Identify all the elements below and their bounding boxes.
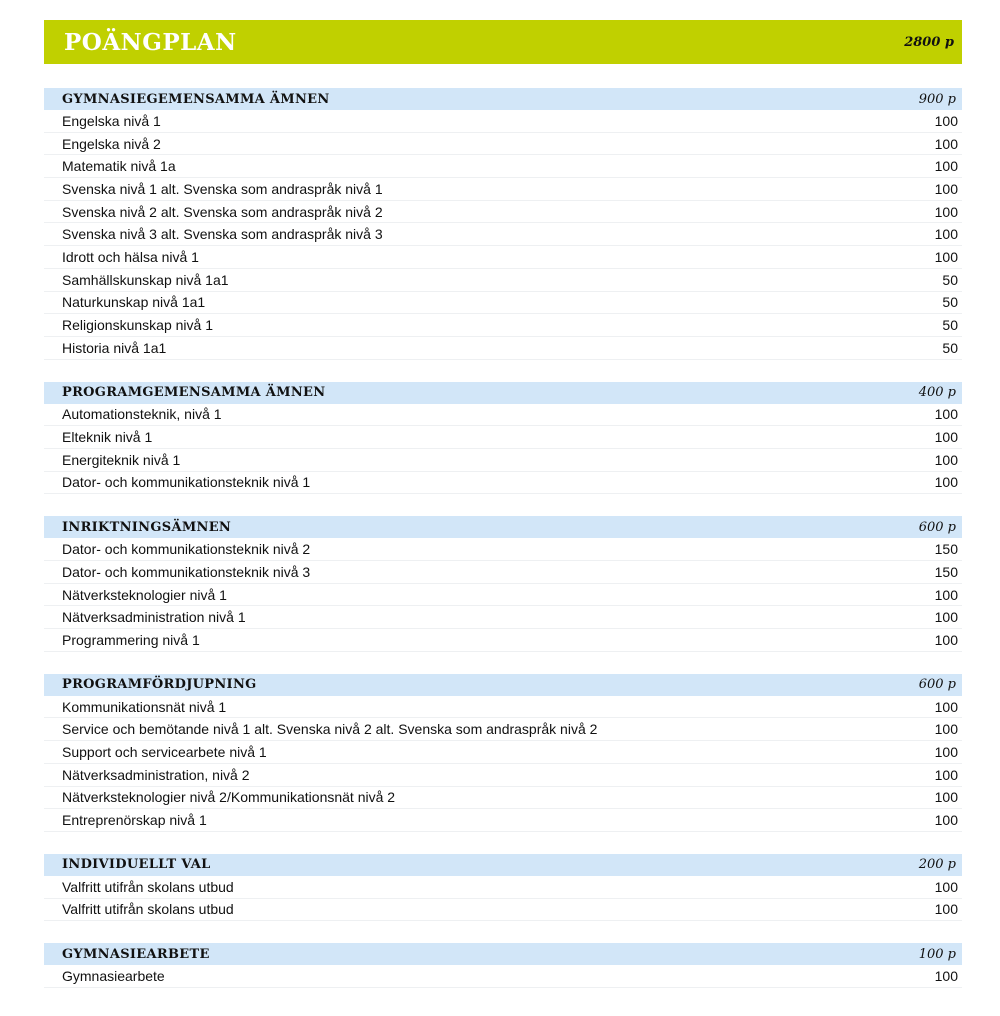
course-row (44, 965, 962, 988)
course-points: 100 (934, 901, 958, 918)
course-name: Service och bemötande nivå 1 alt. Svenska nivå 2 alt. Svenska som andraspråk nivå 2 (62, 721, 598, 738)
course-name: Valfritt utifrån skolans utbud (62, 901, 234, 918)
course-points: 100 (934, 112, 958, 129)
section-name: INDIVIDUELLT VAL (62, 857, 211, 873)
course-points: 100 (934, 429, 958, 446)
course-points: 50 (942, 317, 958, 334)
course-points: 50 (942, 294, 958, 311)
section-points: 600 p (918, 519, 956, 535)
section-header (44, 674, 962, 696)
course-points: 100 (934, 203, 958, 220)
course-row (44, 292, 962, 315)
course-row (44, 426, 962, 449)
course-name: Religionskunskap nivå 1 (62, 317, 213, 334)
course-points: 100 (934, 248, 958, 265)
course-row (44, 404, 962, 427)
course-points: 100 (934, 474, 958, 491)
course-name: Nätverksadministration nivå 1 (62, 609, 246, 626)
course-name: Kommunikationsnät nivå 1 (62, 698, 227, 715)
course-row (44, 269, 962, 292)
course-row (44, 606, 962, 629)
course-row (44, 718, 962, 741)
course-name: Valfritt utifrån skolans utbud (62, 878, 234, 895)
section-header (44, 943, 962, 965)
section-points: 900 p (918, 91, 956, 107)
course-name: Svenska nivå 3 alt. Svenska som andraspråk nivå 3 (62, 226, 383, 243)
course-points: 100 (934, 226, 958, 243)
course-row (44, 155, 962, 178)
course-row (44, 629, 962, 652)
course-name: Energiteknik nivå 1 (62, 451, 181, 468)
course-row (44, 561, 962, 584)
course-row (44, 741, 962, 764)
course-row (44, 809, 962, 832)
course-points: 150 (934, 563, 958, 580)
course-row (44, 246, 962, 269)
course-points: 100 (934, 135, 958, 152)
course-name: Elteknik nivå 1 (62, 429, 153, 446)
course-points: 100 (934, 743, 958, 760)
course-row (44, 472, 962, 495)
section-points: 100 p (918, 946, 956, 962)
course-row (44, 110, 962, 133)
section-points: 400 p (918, 385, 956, 401)
course-points: 150 (934, 541, 958, 558)
course-row (44, 314, 962, 337)
course-name: Engelska nivå 2 (62, 135, 161, 152)
section-name: PROGRAMFÖRDJUPNING (62, 677, 257, 693)
course-name: Dator- och kommunikationsteknik nivå 1 (62, 474, 311, 491)
course-points: 100 (934, 878, 958, 895)
course-points: 100 (934, 631, 958, 648)
section (44, 674, 962, 832)
section-points: 200 p (918, 857, 956, 873)
course-points: 100 (934, 158, 958, 175)
section-points: 600 p (918, 677, 956, 693)
course-name: Nätverksteknologier nivå 2/Kommunikationsnät nivå 2 (62, 789, 396, 806)
course-name: Nätverksteknologier nivå 1 (62, 586, 227, 603)
course-name: Svenska nivå 1 alt. Svenska som andraspråk nivå 1 (62, 180, 383, 197)
section-name: PROGRAMGEMENSAMMA ÄMNEN (62, 385, 326, 401)
course-points: 100 (934, 406, 958, 423)
section-name: GYMNASIEARBETE (62, 946, 210, 962)
section (44, 88, 962, 360)
course-points: 100 (934, 586, 958, 603)
course-row (44, 133, 962, 156)
course-points: 100 (934, 766, 958, 783)
section-name: GYMNASIEGEMENSAMMA ÄMNEN (62, 91, 330, 107)
course-points: 100 (934, 789, 958, 806)
course-name: Automationsteknik, nivå 1 (62, 406, 222, 423)
sections-list (44, 88, 962, 988)
course-row (44, 449, 962, 472)
course-name: Idrott och hälsa nivå 1 (62, 248, 199, 265)
section-name: INRIKTNINGSÄMNEN (62, 519, 232, 535)
course-name: Programmering nivå 1 (62, 631, 200, 648)
course-row (44, 876, 962, 899)
plan-total-points: 2800 p (904, 34, 954, 50)
course-row (44, 178, 962, 201)
course-name: Engelska nivå 1 (62, 112, 161, 129)
course-points: 100 (934, 968, 958, 985)
course-row (44, 899, 962, 922)
course-points: 50 (942, 271, 958, 288)
course-name: Dator- och kommunikationsteknik nivå 2 (62, 541, 311, 558)
section-header (44, 854, 962, 876)
section (44, 943, 962, 988)
course-points: 100 (934, 812, 958, 829)
section (44, 516, 962, 651)
course-row (44, 696, 962, 719)
course-row (44, 584, 962, 607)
course-points: 100 (934, 698, 958, 715)
course-name: Support och servicearbete nivå 1 (62, 743, 267, 760)
points-plan (44, 20, 962, 1010)
course-row (44, 201, 962, 224)
section-header (44, 88, 962, 110)
plan-title: POÄNGPLAN (64, 28, 237, 56)
course-points: 100 (934, 721, 958, 738)
section-header (44, 516, 962, 538)
course-name: Gymnasiearbete (62, 968, 165, 985)
course-points: 100 (934, 180, 958, 197)
course-points: 100 (934, 451, 958, 468)
course-row (44, 787, 962, 810)
course-row (44, 337, 962, 360)
course-points: 50 (942, 339, 958, 356)
course-name: Naturkunskap nivå 1a1 (62, 294, 206, 311)
course-points: 100 (934, 609, 958, 626)
course-row (44, 538, 962, 561)
course-name: Entreprenörskap nivå 1 (62, 812, 207, 829)
section-header (44, 382, 962, 404)
course-name: Matematik nivå 1a (62, 158, 176, 175)
plan-banner (44, 20, 962, 64)
section (44, 854, 962, 921)
course-name: Dator- och kommunikationsteknik nivå 3 (62, 563, 311, 580)
course-row (44, 764, 962, 787)
course-name: Nätverksadministration, nivå 2 (62, 766, 250, 783)
course-row (44, 223, 962, 246)
section (44, 382, 962, 495)
course-name: Svenska nivå 2 alt. Svenska som andraspråk nivå 2 (62, 203, 383, 220)
course-name: Historia nivå 1a1 (62, 339, 167, 356)
course-name: Samhällskunskap nivå 1a1 (62, 271, 229, 288)
